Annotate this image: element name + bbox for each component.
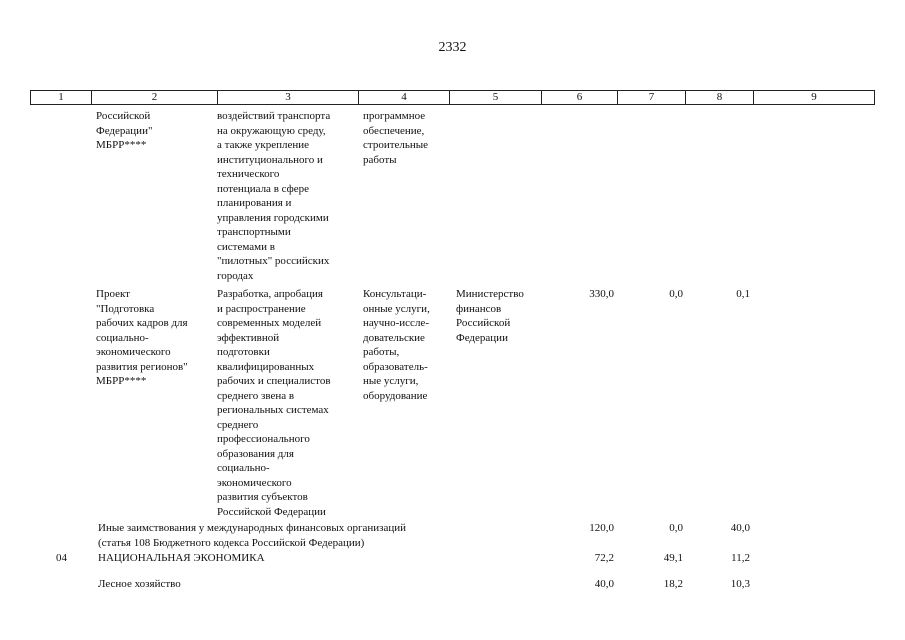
project-1-name: Российской Федерации" МБРР**** bbox=[96, 110, 153, 151]
column-header-7: 7 bbox=[617, 91, 685, 104]
column-header-8: 8 bbox=[685, 91, 753, 104]
column-header-3: 3 bbox=[217, 91, 358, 104]
project-2-name: Проект "Подготовка рабочих кадров для социально- экономического развития регионов" МБРР**** bbox=[96, 288, 188, 387]
other-loans-text: Иные заимствования у международных финансовых организаций (статья 108 Бюджетного кодекса Российской Федерации) bbox=[98, 522, 407, 549]
national-economy-col8: 11,2 bbox=[731, 552, 750, 564]
forestry-col8: 10,3 bbox=[730, 578, 750, 590]
column-header-1: 1 bbox=[58, 91, 64, 103]
national-economy-code: 04 bbox=[56, 552, 67, 564]
column-header-row bbox=[30, 90, 875, 105]
national-economy-name: НАЦИОНАЛЬНАЯ ЭКОНОМИКА bbox=[98, 552, 265, 564]
project-2-purpose: Разработка, апробация и распространение современных моделей эффективной подготовки квалифицированных рабочих и специалистов среднего звена в региональных системах среднего профессионального образования для социально- экономического развития субъектов Российской Федерации bbox=[217, 288, 331, 518]
forestry-name: Лесное хозяйство bbox=[98, 578, 181, 590]
project-2-executor: Министерство финансов Российской Федерации bbox=[456, 288, 524, 344]
other-loans-col6: 120,0 bbox=[589, 522, 614, 534]
page-number: 2332 bbox=[438, 40, 467, 55]
other-loans-col8: 40,0 bbox=[730, 522, 750, 534]
project-2-value-col8: 0,1 bbox=[736, 288, 750, 300]
forestry-col7: 18,2 bbox=[663, 578, 683, 590]
other-loans-col7: 0,0 bbox=[669, 522, 683, 534]
project-2-procurement: Консультаци- онные услуги, научно-иссле- довательские работы, образователь- ные услуги, оборудование bbox=[363, 288, 430, 402]
forestry-col6: 40,0 bbox=[594, 578, 614, 590]
project-1-purpose: воздействий транспорта на окружающую среду, а также укрепление институционального и технического потенциала в сфере планирования и управления городскими транспортными системами в "пилотных" российских городах bbox=[217, 110, 331, 282]
project-2-value-col7: 0,0 bbox=[669, 288, 683, 300]
project-1-procurement: программное обеспечение, строительные работы bbox=[363, 110, 429, 166]
national-economy-col7: 49,1 bbox=[663, 552, 683, 564]
column-header-5: 5 bbox=[449, 91, 541, 104]
project-2-value-col6: 330,0 bbox=[589, 288, 614, 300]
column-header-2: 2 bbox=[91, 91, 217, 104]
column-header-4: 4 bbox=[358, 91, 449, 104]
national-economy-col6: 72,2 bbox=[594, 552, 614, 564]
column-header-9: 9 bbox=[753, 91, 874, 104]
column-header-6: 6 bbox=[541, 91, 617, 104]
